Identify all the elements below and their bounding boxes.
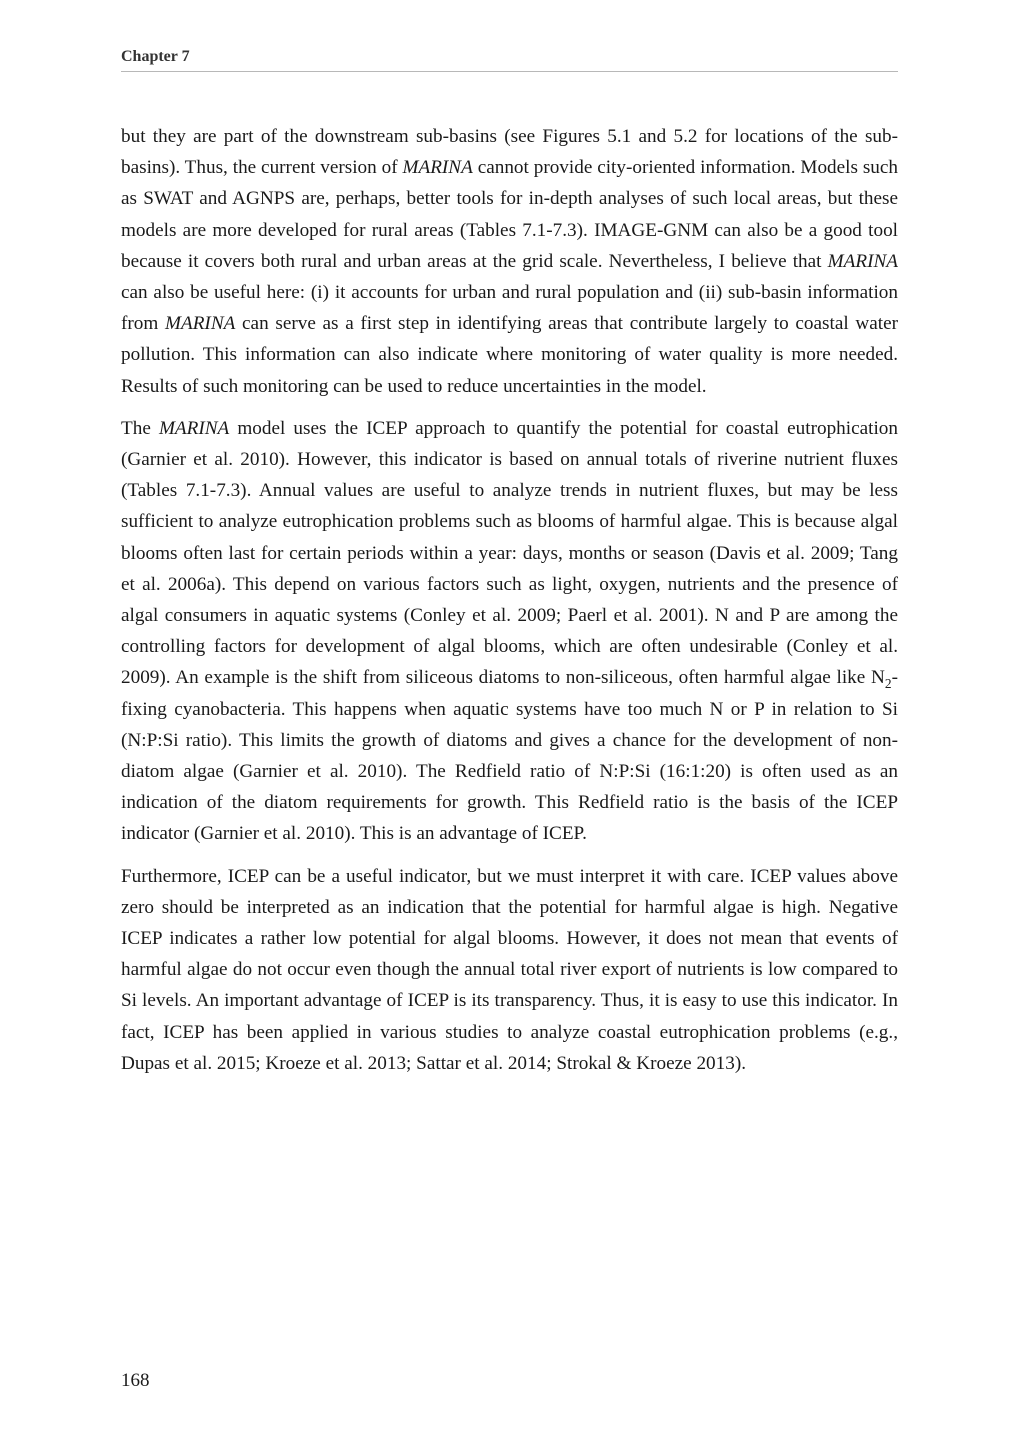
chapter-label: Chapter 7: [121, 48, 190, 65]
body-text: [121, 121, 898, 1090]
italic-run: MARINA: [165, 313, 236, 335]
running-header: [121, 47, 898, 72]
text-run: -fixing cyanobacteria. This happens when aquatic systems have too much N or P in relation to Si (N:P:Si ratio). This limits the growth of diatoms and gives a chance for the development of non-diatom algae (Garnier et al. 2010). The Redfield ratio of N:P:Si (16:1:20) is often used as an indication of the diatom requirements for growth. This Redfield ratio is the basis of the ICEP indicator (Garnier et al. 2010). This is an advantage of ICEP.: [121, 667, 898, 845]
text-run: Furthermore, ICEP can be a useful indicator, but we must interpret it with care. ICEP values above zero should be interpreted as an indication that the potential for harmful algae is high. Negative ICEP indicates a rather low potential for algal blooms. However, it does not mean that events of harmful algae do not occur even though the annual total river export of nutrients is low compared to Si levels. An important advantage of ICEP is its transparency. Thus, it is easy to use this indicator. In fact, ICEP has been applied in various studies to analyze coastal eutrophication problems (e.g., Dupas et al. 2015; Kroeze et al. 2013; Sattar et al. 2014; Strokal & Kroeze 2013).: [121, 865, 898, 1074]
italic-run: MARINA: [827, 250, 898, 272]
subscript-run: 2: [884, 676, 892, 692]
text-run: but they are part of the downstream sub-basins (see Figures 5.1 and 5.2 for locations of the sub-basins). Thus, the current version of: [121, 126, 898, 179]
paragraph-3: [121, 861, 898, 1079]
text-run: can serve as a first step in identifying areas that contribute largely to coastal water pollution. This information can also indicate where monitoring of water quality is more needed. Results of such monitoring can be used to reduce uncertainties in the model.: [121, 313, 898, 397]
italic-run: MARINA: [402, 157, 473, 179]
text-run: can also be useful here: (i) it accounts for urban and rural population and (ii) sub-basin information from: [121, 282, 898, 335]
text-run: cannot provide city-oriented information. Models such as SWAT and AGNPS are, perhaps, better tools for in-depth analyses of such local areas, but these models are more developed for rural areas (Tables 7.1-7.3). IMAGE-GNM can also be a good tool because it covers both rural and urban areas at the grid scale. Nevertheless, I believe that: [121, 157, 898, 272]
text-run: model uses the ICEP approach to quantify the potential for coastal eutrophication (Garnier et al. 2010). However, this indicator is based on annual totals of riverine nutrient fluxes (Tables 7.1-7.3). Annual values are useful to analyze trends in nutrient fluxes, but may be less sufficient to analyze eutrophication problems such as blooms of harmful algae. This is because algal blooms often last for certain periods within a year: days, months or season (Davis et al. 2009; Tang et al. 2006a). This depend on various factors such as light, oxygen, nutrients and the presence of algal consumers in aquatic systems (Conley et al. 2009; Paerl et al. 2001). N and P are among the controlling factors for development of algal blooms, which are often undesirable (Conley et al. 2009). An example is the shift from siliceous diatoms to non-siliceous, often harmful algae like N: [121, 417, 898, 689]
paragraph-2: [121, 413, 898, 850]
text-run: The: [121, 417, 159, 439]
paragraph-1: [121, 121, 898, 402]
page-number: 168: [121, 1370, 150, 1391]
italic-run: MARINA: [158, 417, 230, 439]
